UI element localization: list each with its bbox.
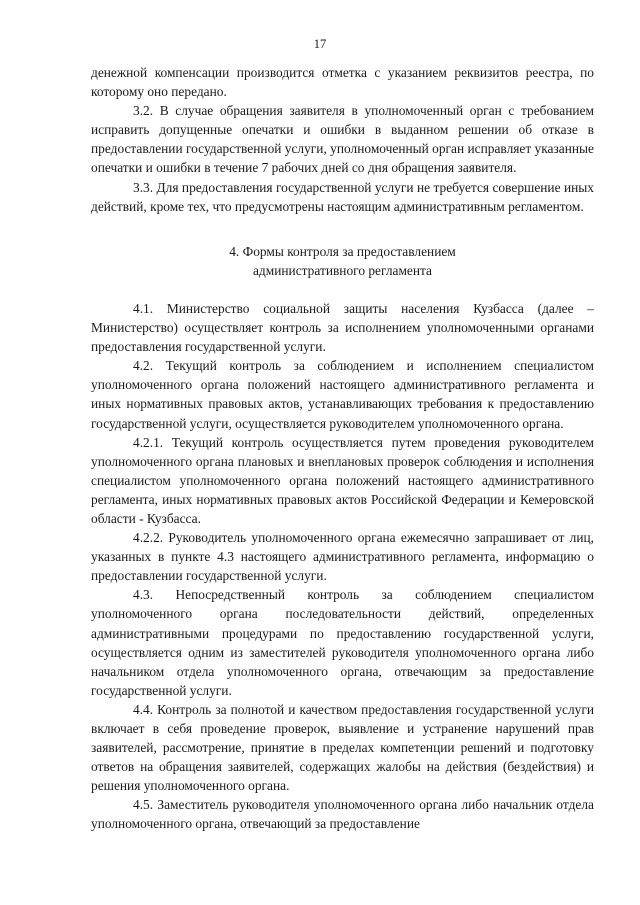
document-body [91,63,594,834]
page-number: 17 [313,37,327,51]
paragraph-4-2: 4.2. Текущий контроль за соблюдением и исполнением специалистом уполномоченного органа положений настоящего административного регламента и иных нормативных правовых актов, устанавливающих требования к предоставлению государственной услуги, осуществляется руководителем уполномоченного органа. [91,358,594,431]
paragraph-3-2: 3.2. В случае обращения заявителя в уполномоченный орган с требованием исправить допущенные опечатки и ошибки в выданном решении об отказе в предоставлении государственной услуги, уполномоченный орган исправляет указанные опечатки и ошибки в течение 7 рабочих дней со дня обращения заявителя. [91,103,594,176]
paragraph-4-4: 4.4. Контроль за полнотой и качеством предоставления государственной услуги включает в себя проведение проверок, выявление и устранение нарушений прав заявителей, рассмотрение, принятие в пределах компетенции решений и подготовку ответов на обращения заявителей, содержащих жалобы на действия (бездействия) и решения уполномоченного органа. [91,701,594,794]
paragraph-4-2-1: 4.2.1. Текущий контроль осуществляется путем проведения руководителем уполномоченного органа плановых и внеплановых проверок соблюдения и исполнения специалистом уполномоченного органа положений настоящего административного регламента, иных нормативных правовых актов Российской Федерации и Кемеровской области - Кузбасса. [91,434,594,526]
paragraph-4-2-2: 4.2.2. Руководитель уполномоченного органа ежемесячно запрашивает от лиц, указанных в пункте 4.3 настоящего административного регламента, информацию о предоставлении государственной услуги. [91,530,594,584]
paragraph-3-3: 3.3. Для предоставления государственной услуги не требуется совершение иных действий, кроме тех, что предусмотрены настоящим административным регламентом. [91,179,594,214]
paragraph-4-1: 4.1. Министерство социальной защиты населения Кузбасса (далее – Министерство) осуществляет контроль за исполнением уполномоченными органами предоставления государственной услуги. [91,300,594,355]
paragraph-4-5: 4.5. Заместитель руководителя уполномоченного органа либо начальник отдела уполномоченного органа, отвечающий за предоставление [91,797,594,832]
section-heading [91,242,594,280]
paragraph-4-3: 4.3. Непосредственный контроль за соблюдением специалистом уполномоченного органа последовательности действий, определенных административными процедурами по предоставлению государственной услуги, осуществляется одним из заместителей руководителя уполномоченного органа либо начальником отдела уполномоченного органа, отвечающим за предоставление государственной услуги. [91,587,594,698]
paragraph-continuation: денежной компенсации производится отметка с указанием реквизитов реестра, по которому оно передано. [91,65,594,100]
section-heading-line-1: 4. Формы контроля за предоставлением [229,243,456,259]
section-heading-line-2: административного регламента [252,262,432,278]
